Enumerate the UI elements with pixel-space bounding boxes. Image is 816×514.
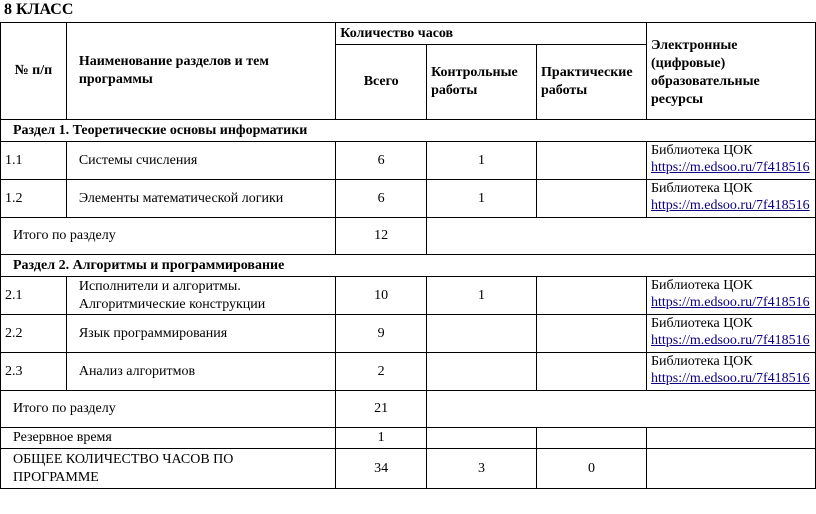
row-practical [537,277,647,315]
col-control-header: Контрольные работы [427,45,537,120]
header-row [1,23,816,45]
col-name-header: Наименование разделов и тем программы [66,23,335,120]
row-total: 10 [336,277,427,315]
row-name: Язык программирования [66,315,335,353]
row-resource [646,315,815,353]
subtotal-value: 12 [336,218,427,255]
grand-total-value: 34 [336,449,427,489]
grand-total-practical: 0 [537,449,647,489]
reserve-row [1,428,816,449]
row-total: 2 [336,353,427,391]
col-hours-header: Количество часов [336,23,647,45]
col-resources-header: Электронные (цифровые) образовательные ресурсы [646,23,815,120]
subtotal-row [1,391,816,428]
row-name: Анализ алгоритмов [66,353,335,391]
resource-label: Библиотека ЦОК [650,143,753,158]
col-total-header: Всего [336,45,427,120]
row-control: 1 [427,142,537,180]
reserve-control [427,428,537,449]
curriculum-table [0,22,816,489]
row-practical [537,180,647,218]
grand-total-row [1,449,816,489]
subtotal-label: Итого по разделу [1,218,336,255]
row-practical [537,142,647,180]
row-control [427,353,537,391]
resource-link[interactable]: https://m.edsoo.ru/7f418516 [650,198,810,213]
row-num: 2.2 [1,315,67,353]
reserve-practical [537,428,647,449]
resource-label: Библиотека ЦОК [650,354,753,369]
resource-link[interactable]: https://m.edsoo.ru/7f418516 [650,333,810,348]
table-row [1,315,816,353]
section-title-row [1,120,816,142]
row-num: 1.2 [1,180,67,218]
table-row [1,277,816,315]
row-resource [646,353,815,391]
row-name: Элементы математической логики [66,180,335,218]
table-row [1,142,816,180]
row-num: 2.3 [1,353,67,391]
subtotal-row [1,218,816,255]
subtotal-value: 21 [336,391,427,428]
grand-total-resource [646,449,815,489]
page-title: 8 КЛАСС [4,1,74,18]
table-row [1,180,816,218]
row-total: 6 [336,142,427,180]
row-resource [646,180,815,218]
col-num-header: № п/п [1,23,67,120]
row-control [427,315,537,353]
section-title: Раздел 2. Алгоритмы и программирование [1,255,816,277]
resource-link[interactable]: https://m.edsoo.ru/7f418516 [650,160,810,175]
reserve-value: 1 [336,428,427,449]
row-num: 1.1 [1,142,67,180]
row-control: 1 [427,180,537,218]
resource-label: Библиотека ЦОК [650,316,753,331]
resource-label: Библиотека ЦОК [650,181,753,196]
grand-total-control: 3 [427,449,537,489]
reserve-label: Резервное время [1,428,336,449]
resource-link[interactable]: https://m.edsoo.ru/7f418516 [650,371,810,386]
row-num: 2.1 [1,277,67,315]
resource-label: Библиотека ЦОК [650,278,753,293]
row-practical [537,353,647,391]
reserve-resource [646,428,815,449]
row-total: 9 [336,315,427,353]
resource-link[interactable]: https://m.edsoo.ru/7f418516 [650,295,810,310]
subtotal-empty [427,218,816,255]
row-name: Системы счисления [66,142,335,180]
table-row [1,353,816,391]
row-resource [646,277,815,315]
row-control: 1 [427,277,537,315]
grand-total-label: ОБЩЕЕ КОЛИЧЕСТВО ЧАСОВ ПО ПРОГРАММЕ [1,449,336,489]
subtotal-label: Итого по разделу [1,391,336,428]
row-practical [537,315,647,353]
row-total: 6 [336,180,427,218]
section-title-row [1,255,816,277]
section-title: Раздел 1. Теоретические основы информатики [1,120,816,142]
col-practical-header: Практические работы [537,45,647,120]
row-name: Исполнители и алгоритмы. Алгоритмические конструкции [66,277,335,315]
row-resource [646,142,815,180]
subtotal-empty [427,391,816,428]
